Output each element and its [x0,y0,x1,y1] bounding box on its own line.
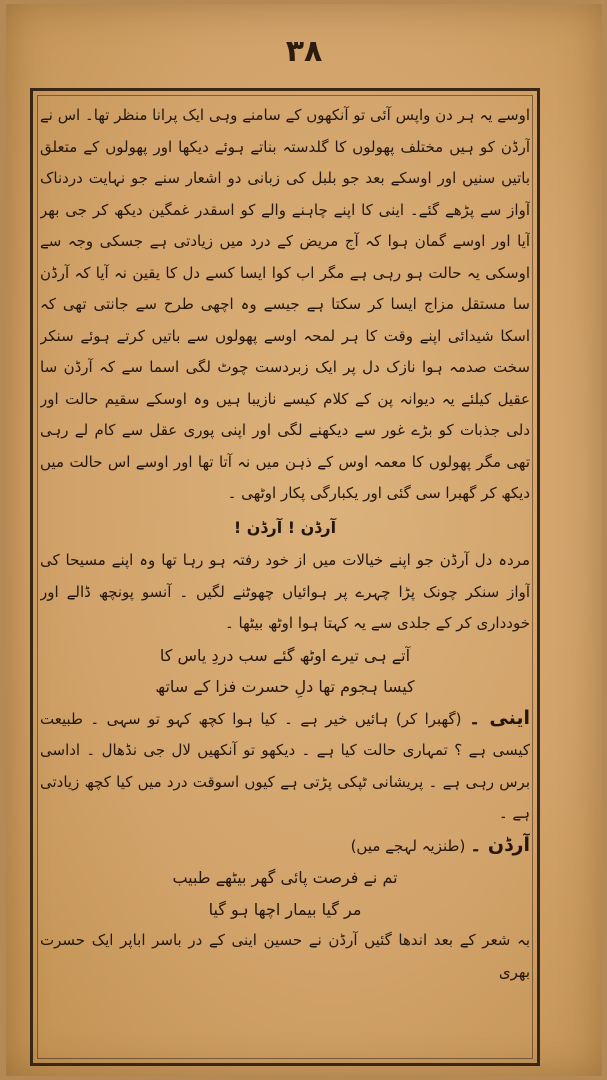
verse-2-line-1: تم نے فرصت پائی گھر بیٹھے طبیب [172,868,398,887]
paragraph-1: اوسے یہ ہر دن واپس آئی تو آنکھوں کے سامنے وہی ایک پرانا منظر تھا۔ اس نے آرڈن کو ہیں مختلف پھولوں کا گلدستہ بناتے ہوئے دیکھا اور پھولوں کے متعلق باتیں سنیں اور اوسکے بعد جو بلبل کی زبانی دو اشعار سنے جو نہایت دردناک آواز سے پڑھے گئے۔ اینی کا اپنے چاہنے والے کو اسقدر غمگین دیکھ کر جی بھر آیا اور اوسے گمان ہوا کہ آج مریض کے درد میں زیادتی ہے جسکی وجہ سے اوسکی یہ حالت ہو رہی ہے مگر اب کوا ایسا کسے دل کا یقین نہ آیا کہ آرڈن سا مستقل مزاج ایسا کر سکتا ہے جیسے وہ اچھی طرح سے جانتی تھی کہ اسکا شیدائی اپنے وقت کا ہر لمحہ اوسے پھولوں سے باتیں کرتے ہوئے سنکر سخت صدمہ ہوا نازک دل پر ایک زبردست چوٹ لگی اسما سے کہ آرڈن سا عقیل کیلئے یہ دیوانہ پن کے کلام کیسے نازیبا ہیں وہ اوسکے سقیم حالت اور دلی جذبات کو بڑے غور سے دیکھنے لگی اور اپنی پوری عقل سے کام لے رہی تھی مگر پھولوں کا معمہ اوس کے ذہن میں نہ آتا تھا اور اوسے اس حالت میں دیکھ کر گھبرا سی گئی اور یکبارگی پکار اوٹھی ۔ [40,106,530,502]
dialogue-1 [40,703,530,830]
page-number: ۳۸ [285,34,323,69]
verse-1-line-1: آتے ہی تیرے اوٹھ گئے سب دردِ یاس کا [159,645,411,665]
verse-1-line-2: کیسا ہجوم تھا دلِ حسرت فزا کے ساتھ [155,677,415,696]
paragraph-2: مردہ دل آرڈن جو اپنے خیالات میں از خود رفتہ ہو رہا تھا وہ اپنے مسیحا کی آواز سنکر چونک پڑا چہرے پر ہوائیاں چھوٹنے لگیں ۔ آنسو پونچھ ڈالے اور خودداری کر کے جلدی سے یہ کہتا ہوا اوٹھ بیٹھا ۔ [40,551,530,632]
verse-2-line-2: مر گیا بیمار اچھا ہو گیا [208,899,362,919]
verse-1 [40,640,530,703]
speaker-annie: اینی ۔ [468,706,530,729]
exclamation-heading: آرڈن ! آرڈن ! [233,517,337,537]
dialogue-2-text: (طنزیہ لہجے میں) [350,836,466,855]
page-sheet [6,4,602,1076]
speaker-arden: آرڈن ۔ [470,833,530,856]
paragraph-3: بہ شعر کے بعد اندھا گئیں آرڈن نے حسین اینی کے در باسر اباپر ایک حسرت بھری [40,931,530,981]
page-body [40,100,530,1056]
dialogue-1-text: (گھبرا کر) ہائیں خیر ہے ۔ کیا ہوا کچھ کہو تو سہی ۔ طبیعت کیسی ہے ؟ تمہاری حالت کیا ہے ۔ دیکھو تو آنکھیں لال جی نڈھال ۔ اداسی برس رہی ہے ۔ پریشانی ٹپکی پڑتی ہے کیوں اسوقت درد میں کیا کچھ زیادتی ہے ۔ [40,709,530,822]
dialogue-2 [40,830,530,863]
verse-2 [40,862,530,925]
